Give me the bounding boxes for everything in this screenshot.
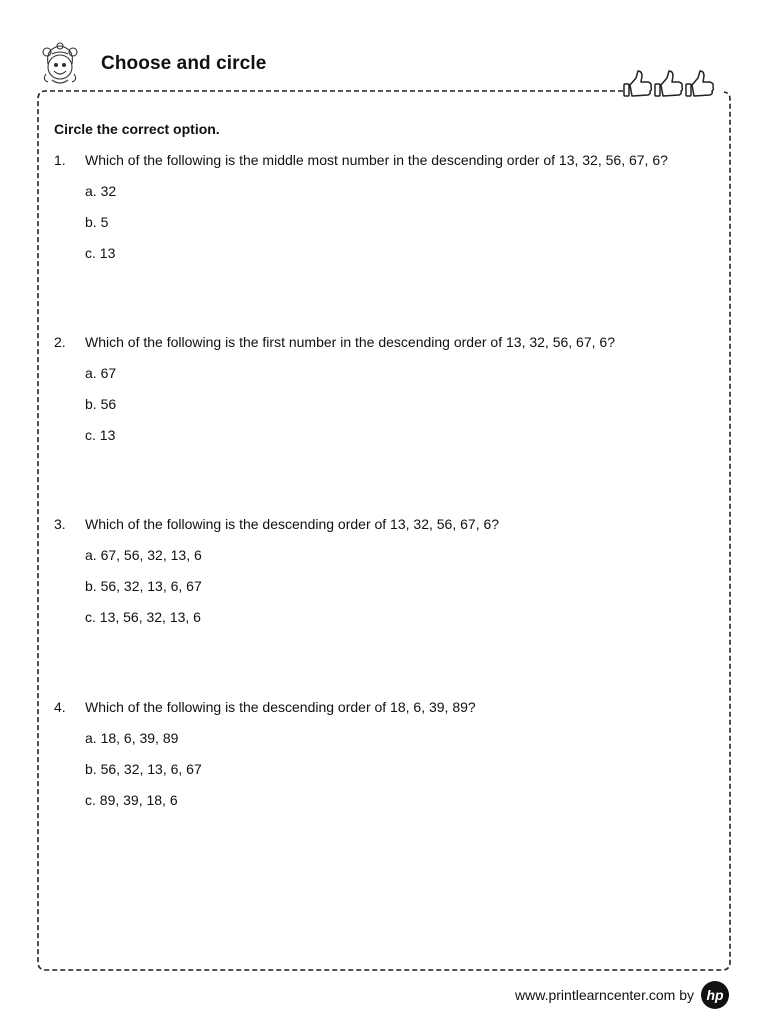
question-block [54, 332, 734, 445]
footer-website-link[interactable]: www.printlearncenter.com by [515, 987, 694, 1003]
answer-option[interactable]: a. 32 [85, 183, 117, 199]
question-block [54, 697, 734, 810]
question-block [54, 150, 734, 263]
thumbs-up-icon [686, 71, 713, 96]
question-text: Which of the following is the middle most number in the descending order of 13, 32, 56, 67, 6? [85, 152, 668, 168]
question-block [54, 514, 734, 627]
question-text: Which of the following is the first number in the descending order of 13, 32, 56, 67, 6? [85, 334, 615, 350]
option-list [85, 181, 734, 263]
question-number: 2. [54, 334, 66, 350]
answer-option[interactable]: c. 13 [85, 245, 116, 261]
option-list [85, 363, 734, 445]
hp-logo-icon [700, 980, 730, 1010]
answer-option[interactable]: b. 56, 32, 13, 6, 67 [85, 761, 202, 777]
question-text: Which of the following is the descending order of 18, 6, 39, 89? [85, 699, 476, 715]
answer-option[interactable]: a. 67, 56, 32, 13, 6 [85, 547, 202, 563]
question-number: 3. [54, 516, 66, 532]
answer-option[interactable]: c. 13, 56, 32, 13, 6 [85, 609, 201, 625]
hp-logo-text: hp [706, 987, 724, 1003]
option-list [85, 728, 734, 810]
smiling-girl-icon [38, 40, 82, 88]
answer-option[interactable]: a. 67 [85, 365, 117, 381]
answer-option[interactable]: c. 13 [85, 427, 116, 443]
footer [515, 980, 730, 1010]
worksheet-title: Choose and circle [101, 53, 267, 74]
question-text: Which of the following is the descending order of 13, 32, 56, 67, 6? [85, 516, 500, 532]
answer-option[interactable]: b. 5 [85, 214, 109, 230]
question-number: 1. [54, 152, 66, 168]
answer-option[interactable]: b. 56, 32, 13, 6, 67 [85, 578, 202, 594]
thumbs-up-icon [655, 71, 682, 96]
answer-option[interactable]: b. 56 [85, 396, 117, 412]
question-number: 4. [54, 699, 66, 715]
thumbs-up-icon [624, 71, 651, 96]
option-list [85, 545, 734, 627]
instruction-text: Circle the correct option. [54, 121, 220, 137]
answer-option[interactable]: a. 18, 6, 39, 89 [85, 730, 179, 746]
answer-option[interactable]: c. 89, 39, 18, 6 [85, 792, 178, 808]
thumbs-up-rating [620, 68, 720, 102]
